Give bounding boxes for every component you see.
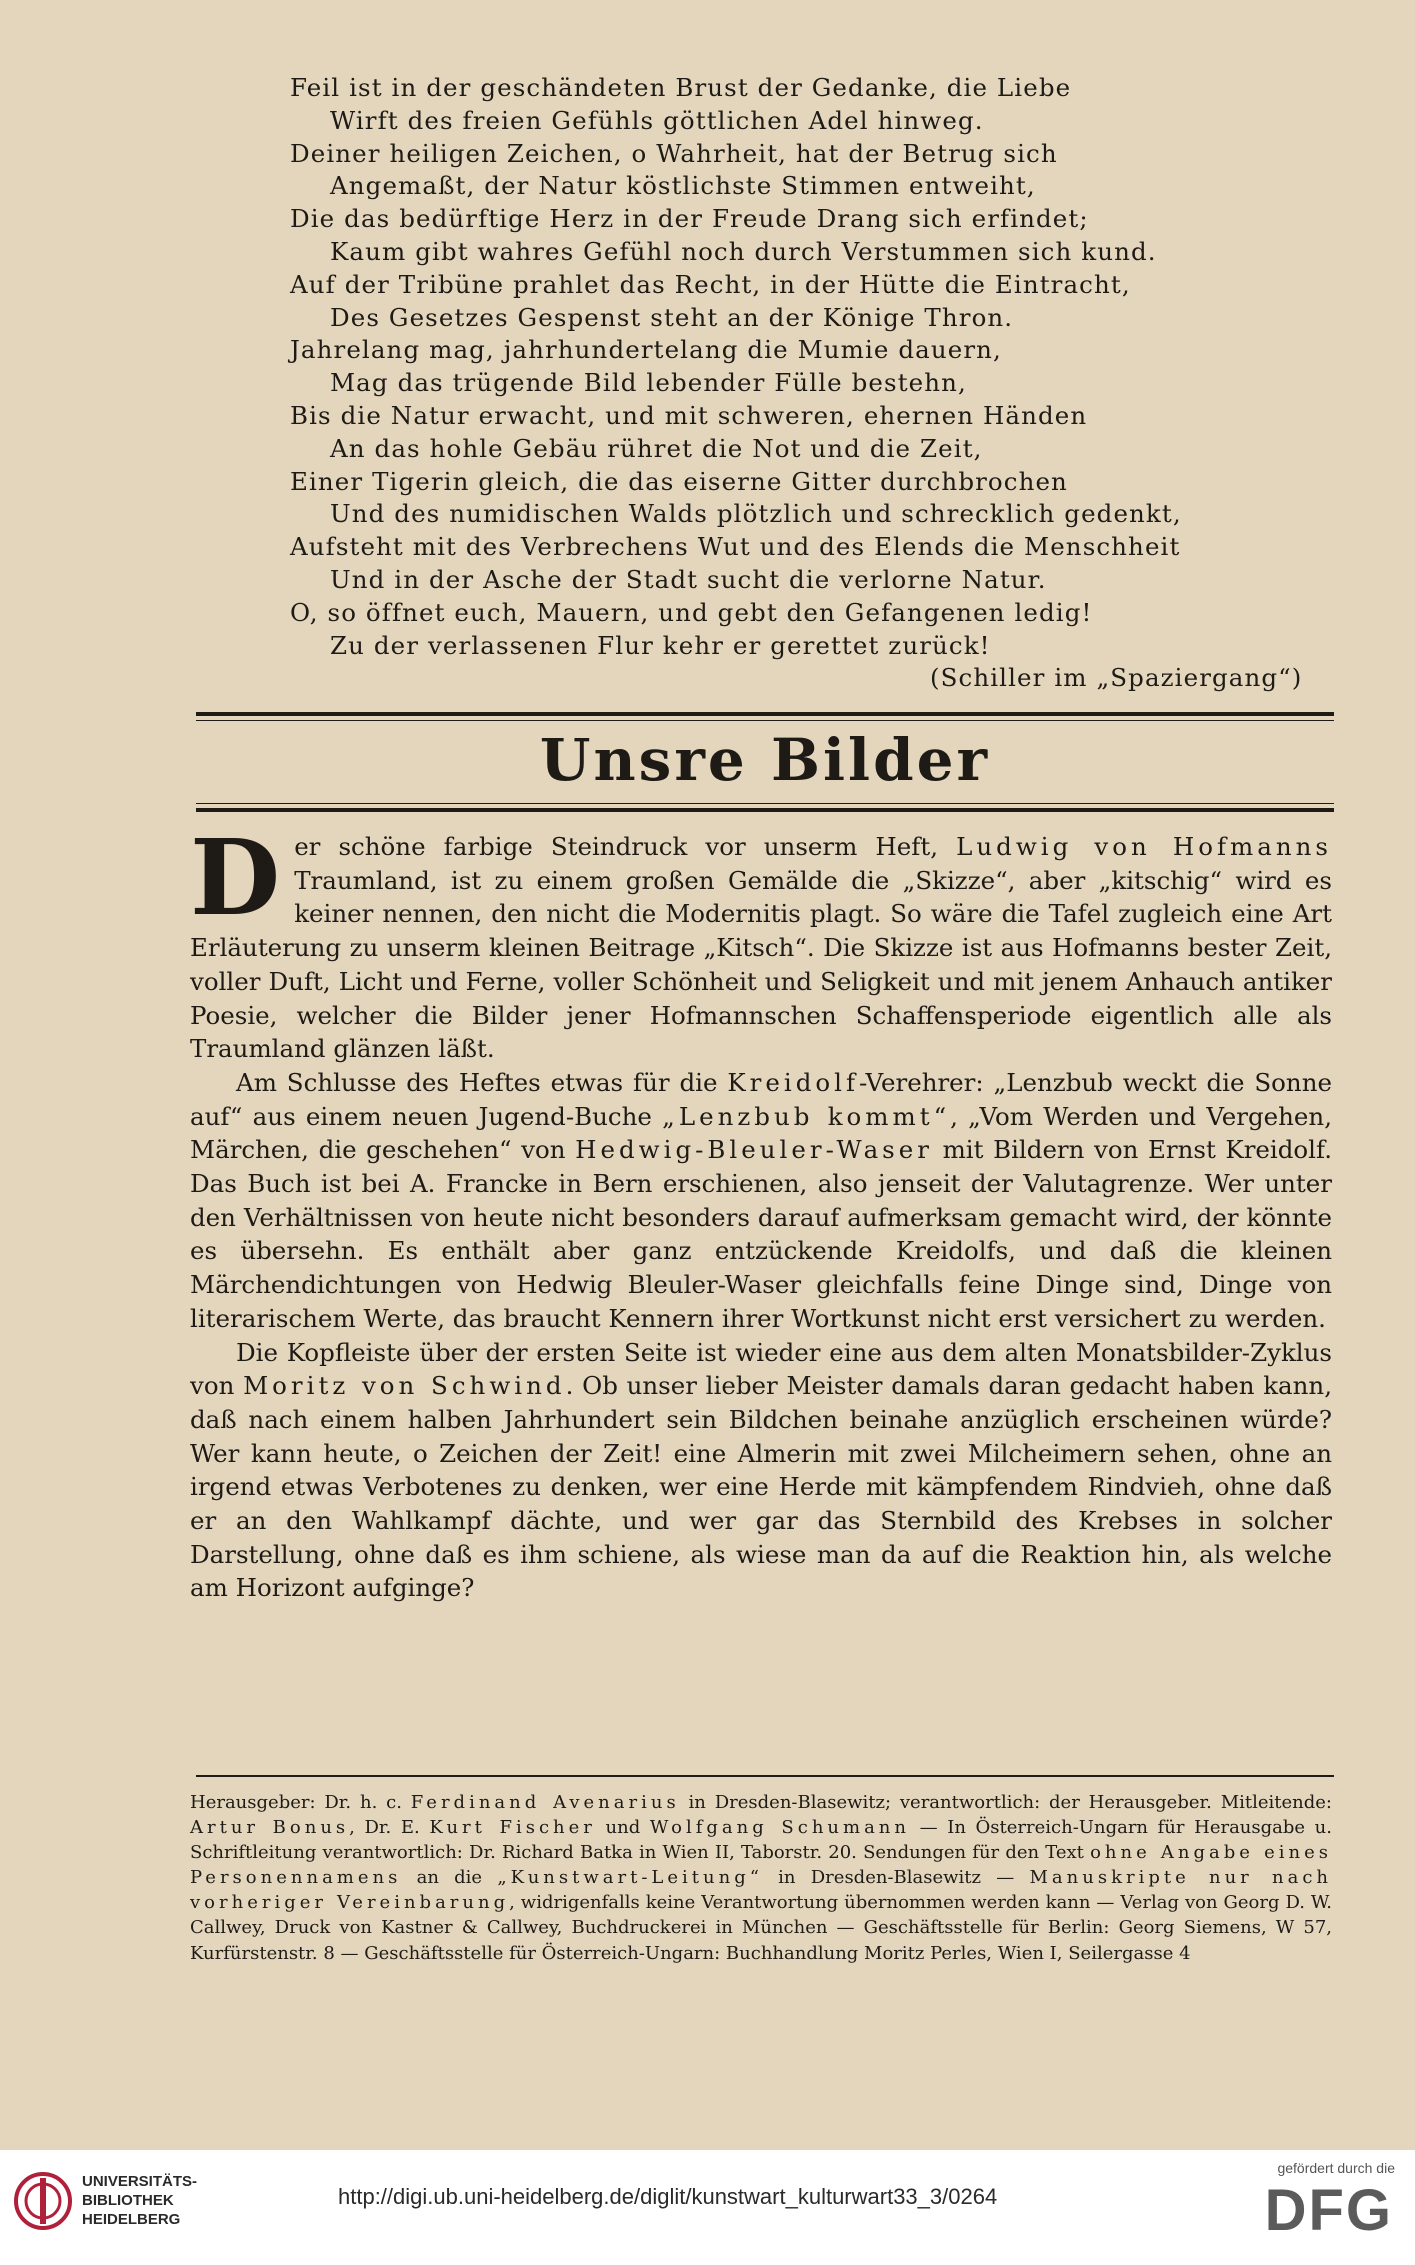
poem-line: Auf der Tribüne prahlet das Recht, in der Hütte die Eintracht, — [290, 269, 1131, 299]
article-paragraph-3: Die Kopfleiste über der ersten Seite ist wieder eine aus dem alten Monatsbilder-Zyklus von Moritz von Schwind. Ob unser lieber Meister damals daran gedacht haben kann, daß nach einem halben Jahrhundert sein Bildchen beinahe anzüglich erscheinen würde? Wer kann heute, o Zeichen der Zeit! eine Almerin mit zwei Milcheimern sehen, ohne an irgend etwas Verbotenes zu denken, wer eine Herde mit kämpfendem Rindvieh, ohne daß er an den Wahlkampf dächte, und wer gar das Sternbild des Krebses in solcher Darstellung, ohne daß es ihm schiene, als wiese man da auf die Reaktion hin, als welche am Horizont aufginge? — [190, 1337, 1332, 1603]
poem-line: Mag das trügende Bild lebender Fülle bestehn, — [330, 368, 967, 398]
poem-line: Und des numidischen Walds plötzlich und schrecklich gedenkt, — [330, 499, 1182, 529]
poem-line: Deiner heiligen Zeichen, o Wahrheit, hat der Betrug sich — [290, 138, 1058, 168]
poem-block — [290, 72, 1350, 692]
poem-line: Kaum gibt wahres Gefühl noch durch Verstummen sich kund. — [330, 236, 1157, 266]
poem-line: Des Gesetzes Gespenst steht an der Könige Thron. — [330, 302, 1014, 332]
author-name: Hedwig-Bleuler-Waser — [575, 1135, 933, 1165]
dfg-logo: DFG — [1264, 2178, 1393, 2243]
article-paragraph-2: Am Schlusse des Heftes etwas für die Kreidolf-Verehrer: „Lenzbub weckt die Sonne auf“ aus einem neuen Jugend-Buche „Lenzbub kommt“, „Vom Werden und Vergehen, Märchen, die geschehen“ von Hedwig-Bleuler-Waser mit Bildern von Ernst Kreidolf. Das Buch ist bei A. Francke in Bern erschienen, also jenseit der Valutagrenze. Wer unter den Verhältnissen von heute nicht besonders darauf aufmerksam gemacht wird, der könnte es übersehn. Es enthält aber ganz entzückende Kreidolfs, und daß die kleinen Märchendichtungen von Hedwig Bleuler-Waser gleichfalls feine Dinge sind, Dinge von literarischem Werte, das braucht Kennern ihrer Wortkunst nicht erst versichert zu werden. — [190, 1067, 1333, 1333]
viewer-footer — [0, 2150, 1415, 2265]
permalink-url[interactable]: http://digi.ub.uni-heidelberg.de/diglit/kunstwart_kulturwart33_3/0264 — [338, 2184, 998, 2209]
imprint-block: Herausgeber: Dr. h. c. Ferdinand Avenarius in Dresden-Blasewitz; verantwortlich: der Herausgeber. Mitleitende: Artur Bonus, Dr. E. Kurt Fischer und Wolfgang Schumann — In Österreich-Ungarn für Herausgabe u. Schriftleitung verantwortlich: Dr. Richard Batka in Wien II, Taborstr. 20. Sendungen für den Text ohne Angabe eines Personennamens an die „Kunstwart-Leitung“ in Dresden-Blasewitz — Manuskripte nur nach vorheriger Vereinbarung, widrigenfalls keine Verantwortung übernommen werden kann — Verlag von Georg D. W. Callwey, Druck von Kastner & Callwey, Buchdruckerei in München — Geschäftsstelle für Berlin: Georg Siemens, W 57, Kurfürstenstr. 8 — Geschäftsstelle für Österreich-Ungarn: Buchhandlung Moritz Perles, Wien I, Seilergasse 4 — [190, 1792, 1333, 1964]
poem-line: Die das bedürftige Herz in der Freude Drang sich erfindet; — [290, 204, 1089, 234]
artist-name: Moritz von Schwind — [243, 1371, 566, 1401]
poem-line: Zu der verlassenen Flur kehr er gerettet zurück! — [330, 630, 991, 660]
university-library-logo-icon — [14, 2172, 72, 2230]
artist-name: Ludwig von Hofmanns — [956, 832, 1333, 861]
poem-line: O, so öffnet euch, Mauern, und gebt den Gefangenen ledig! — [290, 597, 1093, 627]
library-name: UNIVERSITÄTS- BIBLIOTHEK HEIDELBERG — [82, 2173, 198, 2228]
section-heading: Unsre Bilder — [539, 726, 991, 794]
drop-cap: D — [190, 816, 281, 939]
poem-line: Wirft des freien Gefühls göttlichen Adel hinweg. — [330, 105, 984, 135]
divider-bottom-thick — [196, 808, 1334, 812]
article-paragraph-1: Der schöne farbige Steindruck vor unserm Heft, Ludwig von Hofmanns Traumland, ist zu einem großen Gemälde die „Skizze“, aber „kitschig“ wird es keiner nennen, den nicht die Modernitis plagt. So wäre die Tafel zugleich eine Art Erläuterung zu unserm kleinen Beitrage „Kitsch“. Die Skizze ist aus Hofmanns bester Zeit, voller Duft, Licht und Ferne, voller Schönheit und Seligkeit und mit jenem Anhauch antiker Poesie, welcher die Bilder jener Hofmannschen Schaffensperiode eigentlich alle als Traumland glänzen läßt. — [190, 816, 1333, 1064]
poem-line: Einer Tigerin gleich, die das eiserne Gitter durchbrochen — [290, 466, 1068, 496]
divider-top-thin — [196, 720, 1334, 721]
artist-name: Kreidolf — [727, 1067, 860, 1097]
poem-line: Bis die Natur erwacht, und mit schweren, ehernen Händen — [290, 400, 1088, 430]
poem-line: An das hohle Gebäu rühret die Not und die Zeit, — [330, 433, 983, 463]
poem-source: (Schiller im „Spaziergang“) — [930, 663, 1303, 692]
poem-line: Angemaßt, der Natur köstlichste Stimmen entweiht, — [330, 171, 1036, 201]
imprint-divider — [196, 1775, 1334, 1777]
funding-caption: gefördert durch die — [1277, 2160, 1395, 2176]
divider-bottom-thin — [196, 803, 1334, 804]
divider-top-thick — [196, 712, 1334, 716]
book-title: „Lenzbub kommt“ — [662, 1101, 951, 1131]
article-body — [190, 816, 1333, 1605]
poem-line: Jahrelang mag, jahrhundertelang die Mumie dauern, — [290, 335, 1002, 365]
poem-line: Aufsteht mit des Verbrechens Wut und des Elends die Menschheit — [290, 532, 1181, 562]
poem-line: Und in der Asche der Stadt sucht die verlorne Natur. — [330, 564, 1047, 594]
poem-line: Feil ist in der geschändeten Brust der Gedanke, die Liebe — [290, 73, 1072, 102]
